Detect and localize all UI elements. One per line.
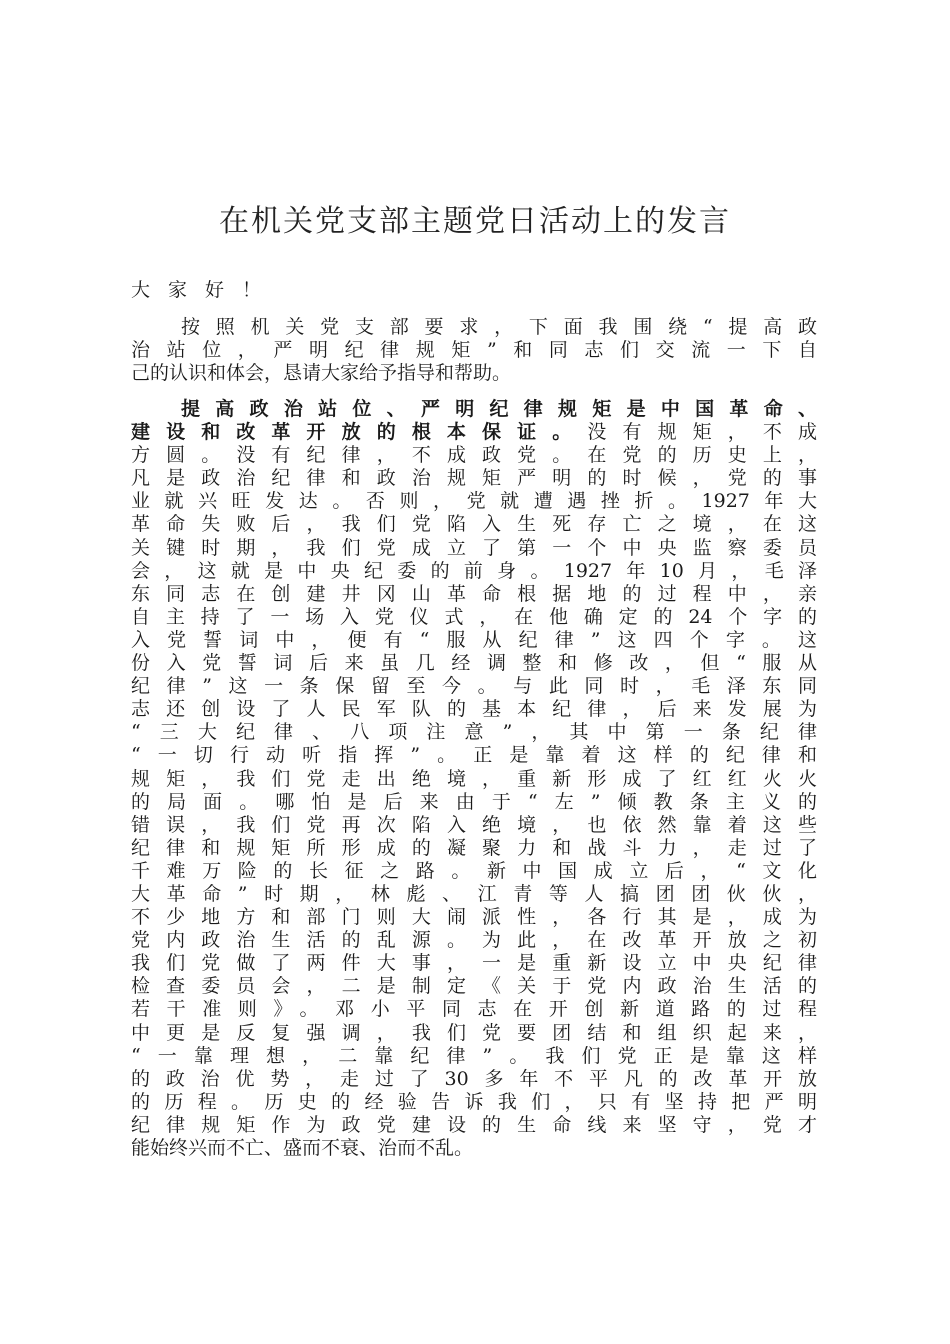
greeting: 大家好！ [131, 279, 280, 301]
paragraph-line: 若干准则》。邓小平同志在开创新道路的过程 [131, 998, 817, 1021]
paragraph-line: 中更是反复强调，我们党要团结和组织起来， [131, 1021, 817, 1044]
paragraph-text: 没有规矩，不成 [587, 421, 817, 444]
paragraph-line: 检查委员会，二是制定《关于党内政治生活的 [131, 975, 817, 998]
paragraph-line: 的历程。历史的经验告诉我们，只有坚持把严明 [131, 1090, 817, 1113]
paragraph-line: 党内政治生活的乱源。为此，在改革开放之初 [131, 929, 817, 952]
paragraph-line: “三大纪律、八项注意”，其中第一条纪律 [131, 721, 817, 744]
paragraph-line: 纪律”这一条保留至今。与此同时，毛泽东同 [131, 675, 817, 698]
document-title: 在机关党支部主题党日活动上的发言 [219, 204, 731, 239]
paragraph-line: 的政治优势，走过了30多年不平凡的改革开放 [131, 1067, 817, 1090]
paragraph-line: 大革命”时期，林彪、江青等人搞团团伙伙， [131, 882, 817, 905]
paragraph-line: 会，这就是中央纪委的前身。1927年10月，毛泽 [131, 559, 817, 582]
bold-lead-line: 建设和改革开放的根本保证。 [131, 421, 588, 444]
paragraph-2 [131, 398, 817, 1160]
paragraph-line: 己的认识和体会，恳请大家给予指导和帮助。 [131, 362, 512, 385]
paragraph-line: 我们党做了两件大事，一是重新设立中央纪律 [131, 952, 817, 975]
paragraph-line: 规矩，我们党走出绝境，重新形成了红红火火 [131, 767, 817, 790]
paragraph-line: 错误，我们党再次陷入绝境，也依然靠着这些 [131, 813, 817, 836]
bold-lead-line: 提高政治站位、严明纪律规矩是中国革命、 [181, 398, 817, 420]
paragraph-line: 东同志在创建井冈山革命根据地的过程中，亲 [131, 582, 817, 605]
paragraph-line: 凡是政治纪律和政治规矩严明的时候，党的事 [131, 467, 817, 490]
paragraph-line: 志还创设了人民军队的基本纪律，后来发展为 [131, 698, 817, 721]
paragraph-line: 能始终兴而不亡、盛而不衰、治而不乱。 [131, 1137, 474, 1159]
paragraph-line: 份入党誓词后来虽几经调整和修改，但“服从 [131, 652, 817, 675]
paragraph-line: “一靠理想，二靠纪律”。我们党正是靠这样 [131, 1044, 817, 1067]
paragraph-line: 纪律和规矩所形成的凝聚力和战斗力，走过了 [131, 836, 817, 859]
paragraph-line: 千难万险的长征之路。新中国成立后，“文化 [131, 859, 817, 882]
paragraph-line: 自主持了一场入党仪式，在他确定的24个字的 [131, 605, 817, 628]
paragraph-2-lines [131, 444, 817, 1160]
paragraph-line: 的局面。哪怕是后来由于“左”倾教条主义的 [131, 790, 817, 813]
paragraph-line: 按照机关党支部要求，下面我围绕“提高政 [181, 316, 817, 338]
paragraph-line: “一切行动听指挥”。正是靠着这样的纪律和 [131, 744, 817, 767]
paragraph-line: 关键时期，我们党成立了第一个中央监察委员 [131, 536, 817, 559]
paragraph-line: 入党誓词中，便有“服从纪律”这四个字。这 [131, 628, 817, 651]
paragraph-line: 治站位，严明纪律规矩”和同志们交流一下自 [131, 339, 817, 362]
paragraph-line-mixed [131, 421, 817, 444]
paragraph-line: 革命失败后，我们党陷入生死存亡之境，在这 [131, 513, 817, 536]
paragraph-line: 业就兴旺发达。否则，党就遭遇挫折。1927年大 [131, 490, 817, 513]
paragraph-line: 方圆。没有纪律，不成政党。在党的历史上， [131, 444, 817, 467]
paragraph-line: 纪律规矩作为政党建设的生命线来坚守，党才 [131, 1113, 817, 1136]
paragraph-1 [131, 316, 817, 385]
paragraph-line: 不少地方和部门则大闹派性，各行其是，成为 [131, 906, 817, 929]
